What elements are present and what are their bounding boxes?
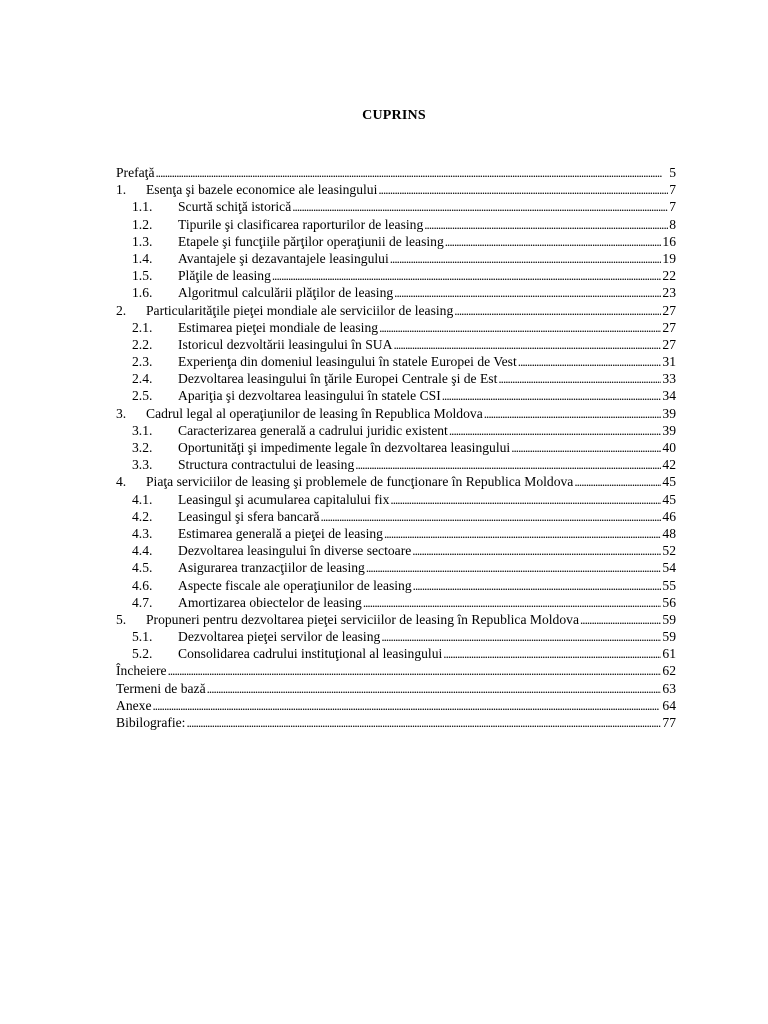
toc-entry-page: 27 xyxy=(662,336,676,352)
toc-entry-page: 46 xyxy=(662,508,676,524)
toc-entry-title: Leasingul şi sfera bancară xyxy=(178,508,320,524)
toc-dot-leader xyxy=(413,577,662,594)
toc-entry-number: 4. xyxy=(116,474,127,490)
toc-entry xyxy=(116,302,676,319)
toc-entry-page: 22 xyxy=(662,268,676,284)
toc-entry-page: 45 xyxy=(662,491,676,507)
toc-entry-page: 19 xyxy=(662,250,676,266)
toc-entry-page: 63 xyxy=(662,680,676,696)
toc-entry-number: 4.6. xyxy=(132,577,153,593)
toc-entry xyxy=(116,284,676,301)
toc-entry xyxy=(116,164,676,181)
toc-entry xyxy=(116,439,676,456)
table-of-contents xyxy=(116,164,676,731)
toc-dot-leader xyxy=(574,473,661,490)
toc-entry-number: 1. xyxy=(116,182,127,198)
toc-dot-leader xyxy=(412,542,661,559)
toc-entry-number: 3.2. xyxy=(132,440,153,455)
toc-entry xyxy=(116,594,676,611)
toc-dot-leader xyxy=(321,508,662,525)
toc-dot-leader xyxy=(292,198,668,215)
toc-entry-title: Tipurile şi clasificarea raporturilor de leasing xyxy=(178,216,424,232)
toc-dot-leader xyxy=(156,164,669,181)
toc-entry-title: Prefaţă xyxy=(116,165,155,180)
toc-entry-title: Avantajele şi dezavantajele leasingului xyxy=(178,250,389,266)
toc-dot-leader xyxy=(449,422,662,439)
toc-dot-leader xyxy=(393,336,661,353)
toc-entry-number: 3. xyxy=(116,405,127,421)
toc-entry-page: 45 xyxy=(662,474,676,490)
toc-entry-number: 1.3. xyxy=(132,233,153,249)
toc-dot-leader xyxy=(272,267,662,284)
toc-entry-page: 52 xyxy=(662,543,676,559)
toc-entry-number: 4.1. xyxy=(132,491,153,507)
toc-entry-title: Apariţia şi dezvoltarea leasingului în statele CSI xyxy=(178,388,441,404)
toc-entry-page: 27 xyxy=(662,302,676,318)
toc-entry-page: 23 xyxy=(662,285,676,301)
toc-entry-number: 4.3. xyxy=(132,525,153,541)
toc-entry xyxy=(116,198,676,215)
toc-dot-leader xyxy=(484,405,662,422)
toc-entry-title: Plăţile de leasing xyxy=(178,268,271,284)
toc-entry xyxy=(116,233,676,250)
toc-entry-title: Piaţa serviciilor de leasing şi problemele de funcţionare în Republica Moldova xyxy=(146,474,574,490)
toc-entry-page: 7 xyxy=(669,182,676,198)
toc-entry-title: Amortizarea obiectelor de leasing xyxy=(178,594,362,610)
toc-entry-title: Termeni de bază xyxy=(116,680,206,696)
toc-entry-title: Oportunităţi şi impedimente legale în dezvoltarea leasingului xyxy=(178,440,511,455)
toc-dot-leader xyxy=(454,302,661,319)
toc-entry xyxy=(116,473,676,490)
toc-entry-number: 3.1. xyxy=(132,422,153,438)
toc-entry-page: 77 xyxy=(662,715,676,730)
toc-entry-page: 61 xyxy=(662,646,676,662)
toc-entry-title: Dezvoltarea leasingului în ţările Europei Centrale şi de Est xyxy=(178,371,498,387)
toc-entry xyxy=(116,542,676,559)
toc-entry-title: Dezvoltarea pieţei servilor de leasing xyxy=(178,629,381,645)
toc-entry xyxy=(116,559,676,576)
toc-entry-page: 39 xyxy=(662,422,676,438)
toc-entry xyxy=(116,336,676,353)
toc-dot-leader xyxy=(384,525,661,542)
page-title: CUPRINS xyxy=(362,108,426,123)
toc-entry-page: 56 xyxy=(662,594,676,610)
toc-entry-title: Estimarea generală a pieţei de leasing xyxy=(178,525,383,541)
toc-entry-number: 4.2. xyxy=(132,508,153,524)
toc-entry-page: 8 xyxy=(669,216,676,232)
toc-entry-number: 1.1. xyxy=(132,199,153,215)
toc-entry-page: 64 xyxy=(662,697,676,713)
toc-entry-title: Anexe xyxy=(116,697,152,713)
toc-entry-page: 5 xyxy=(669,165,676,180)
toc-entry-title: Particularităţile pieţei mondiale ale serviciilor de leasing xyxy=(146,302,454,318)
toc-entry-title: Estimarea pieţei mondiale de leasing xyxy=(178,319,379,335)
toc-dot-leader xyxy=(366,559,662,576)
toc-entry-number: 2.3. xyxy=(132,354,153,370)
toc-entry xyxy=(116,645,676,662)
toc-entry xyxy=(116,491,676,508)
toc-entry-page: 59 xyxy=(662,629,676,645)
toc-entry-number: 4.7. xyxy=(132,594,153,610)
toc-entry-page: 59 xyxy=(662,611,676,627)
toc-entry-number: 5.1. xyxy=(132,629,153,645)
toc-entry xyxy=(116,267,676,284)
toc-entry xyxy=(116,370,676,387)
toc-entry-number: 4.5. xyxy=(132,560,153,576)
toc-dot-leader xyxy=(186,714,661,731)
toc-entry-title: Esenţa şi bazele economice ale leasingului xyxy=(146,182,378,198)
toc-entry-page: 7 xyxy=(669,199,676,215)
toc-entry-title: Experienţa din domeniul leasingului în statele Europei de Vest xyxy=(178,354,517,370)
toc-entry-page: 16 xyxy=(662,233,676,249)
toc-entry-number: 1.5. xyxy=(132,268,153,284)
toc-dot-leader xyxy=(152,697,661,714)
toc-entry-page: 31 xyxy=(662,354,676,370)
toc-dot-leader xyxy=(580,611,661,628)
toc-dot-leader xyxy=(442,387,662,404)
toc-dot-leader xyxy=(394,284,661,301)
toc-entry-title: Etapele şi funcţiile părţilor operaţiunii de leasing xyxy=(178,233,444,249)
toc-entry-title: Dezvoltarea leasingului în diverse sectoare xyxy=(178,543,412,559)
toc-entry-title: Istoricul dezvoltării leasingului în SUA xyxy=(178,336,393,352)
toc-entry-title: Scurtă schiţă istorică xyxy=(178,199,292,215)
toc-entry xyxy=(116,611,676,628)
toc-dot-leader xyxy=(424,216,668,233)
toc-entry xyxy=(116,456,676,473)
toc-entry xyxy=(116,714,676,731)
toc-entry xyxy=(116,405,676,422)
toc-dot-leader xyxy=(363,594,662,611)
toc-entry-number: 2.1. xyxy=(132,319,153,335)
toc-entry xyxy=(116,181,676,198)
toc-entry-title: Consolidarea cadrului instituţional al leasingului xyxy=(178,646,443,662)
toc-entry-page: 54 xyxy=(662,560,676,576)
toc-entry-title: Leasingul şi acumularea capitalului fix xyxy=(178,491,390,507)
toc-dot-leader xyxy=(445,233,662,250)
toc-dot-leader xyxy=(381,628,661,645)
toc-entry-number: 2.2. xyxy=(132,336,153,352)
toc-entry-title: Bibilografie: xyxy=(116,715,186,730)
toc-dot-leader xyxy=(207,680,662,697)
toc-entry-page: 55 xyxy=(662,577,676,593)
toc-entry-number: 2.5. xyxy=(132,388,153,404)
toc-entry xyxy=(116,353,676,370)
toc-entry-number: 1.4. xyxy=(132,250,153,266)
toc-entry xyxy=(116,680,676,697)
toc-entry-number: 4.4. xyxy=(132,543,153,559)
toc-dot-leader xyxy=(443,645,661,662)
toc-entry xyxy=(116,508,676,525)
toc-entry-title: Asigurarea tranzacţiilor de leasing xyxy=(178,560,365,576)
toc-dot-leader xyxy=(390,491,661,508)
toc-dot-leader xyxy=(378,181,668,198)
toc-entry-page: 40 xyxy=(662,440,676,455)
toc-entry-title: Propuneri pentru dezvoltarea pieţei serviciilor de leasing în Republica Moldova xyxy=(146,611,579,627)
toc-entry-title: Încheiere xyxy=(116,663,167,679)
toc-entry-number: 5. xyxy=(116,611,127,627)
toc-entry-page: 27 xyxy=(662,319,676,335)
toc-dot-leader xyxy=(518,353,662,370)
toc-entry xyxy=(116,422,676,439)
toc-entry-title: Aspecte fiscale ale operaţiunilor de leasing xyxy=(178,577,412,593)
toc-entry xyxy=(116,662,676,679)
toc-dot-leader xyxy=(355,456,661,473)
toc-entry-title: Algoritmul calculării plăţilor de leasing xyxy=(178,285,394,301)
toc-dot-leader xyxy=(511,439,661,456)
toc-entry-page: 42 xyxy=(662,457,676,473)
toc-entry-page: 34 xyxy=(662,388,676,404)
toc-entry xyxy=(116,577,676,594)
toc-dot-leader xyxy=(498,370,661,387)
toc-dot-leader xyxy=(379,319,661,336)
toc-dot-leader xyxy=(168,662,662,679)
toc-entry xyxy=(116,525,676,542)
toc-entry-number: 5.2. xyxy=(132,646,153,662)
toc-entry xyxy=(116,216,676,233)
toc-entry-page: 39 xyxy=(662,405,676,421)
toc-entry-page: 62 xyxy=(662,663,676,679)
toc-entry xyxy=(116,697,676,714)
toc-entry-number: 1.2. xyxy=(132,216,153,232)
toc-entry-number: 3.3. xyxy=(132,457,153,473)
toc-entry-number: 1.6. xyxy=(132,285,153,301)
toc-dot-leader xyxy=(390,250,662,267)
toc-entry-title: Caracterizarea generală a cadrului juridic existent xyxy=(178,422,448,438)
toc-entry xyxy=(116,250,676,267)
toc-entry xyxy=(116,628,676,645)
toc-entry xyxy=(116,387,676,404)
toc-entry xyxy=(116,319,676,336)
toc-entry-number: 2. xyxy=(116,302,127,318)
toc-entry-page: 48 xyxy=(662,525,676,541)
toc-entry-title: Cadrul legal al operaţiunilor de leasing în Republica Moldova xyxy=(146,405,483,421)
toc-entry-page: 33 xyxy=(662,371,676,387)
toc-entry-number: 2.4. xyxy=(132,371,153,387)
toc-entry-title: Structura contractului de leasing xyxy=(178,457,355,473)
